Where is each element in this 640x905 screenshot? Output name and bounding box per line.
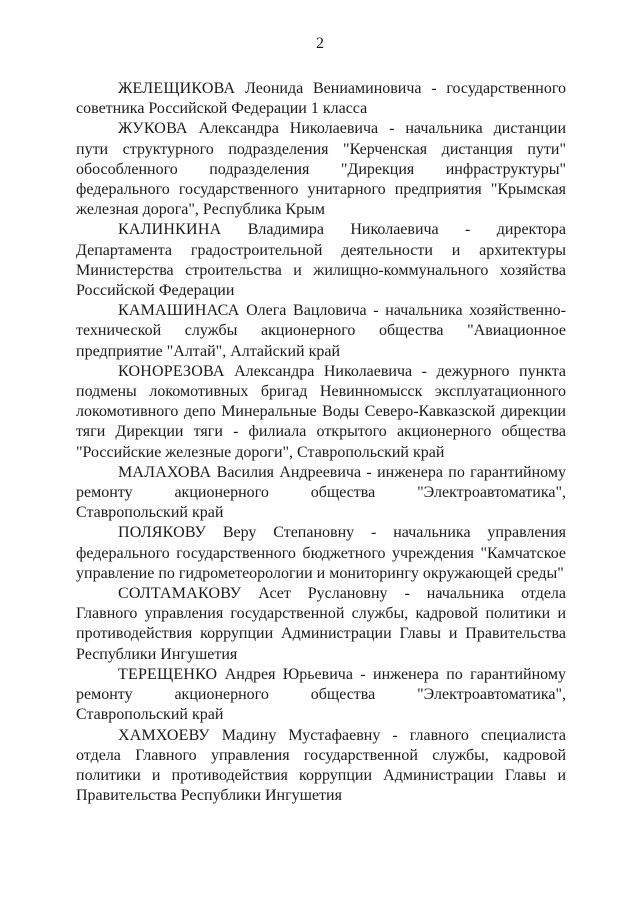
list-item bbox=[76, 79, 566, 119]
list-item bbox=[76, 301, 566, 362]
entry-surname: ЖУКОВА bbox=[118, 120, 188, 138]
entry-text: Владимира Николаевича - директора Департамента градостроительной деятельности и архитектуры Министерства строительства и жилищно-коммунального хозяйства Российской Федерации bbox=[76, 221, 566, 300]
page-number: 2 bbox=[316, 35, 324, 52]
entry-text: Асет Руслановну - начальника отдела Главного управления государственной службы, кадровой политики и противодействия коррупции Администрации Главы и Правительства Республики Ингушетия bbox=[76, 585, 566, 663]
entry-text: Олега Вацловича - начальника хозяйственно-технической службы акционерного общества "Авиационное предприятие "Алтай", Алтайский край bbox=[76, 302, 566, 360]
entry-text: Василия Андреевича - инженера по гарантийному ремонту акционерного общества "Электроавтоматика", Ставропольский край bbox=[76, 463, 566, 522]
award-list bbox=[76, 79, 566, 806]
entry-surname: КОНОРЕЗОВА bbox=[118, 362, 225, 380]
entry-text: Веру Степановну - начальника управления федерального государственного бюджетного учреждения "Камчатское управление по гидрометеорологии и мониторингу окружающей среды" bbox=[76, 524, 566, 582]
entry-surname: МАЛАХОВА bbox=[118, 463, 212, 481]
entry-surname: КАЛИНКИНА bbox=[118, 221, 222, 239]
entry-surname: ЖЕЛЕЩИКОВА bbox=[118, 80, 236, 97]
entry-text: Александра Николаевича - дежурного пункта подмены локомотивных бригад Невинномысск эксплуатационного локомотивного депо Минеральные Воды Северо-Кавказской дирекции тяги Дирекции тяги - филиала открытого акционерного общества "Российские железные дороги", Ставропольский край bbox=[76, 362, 566, 461]
entry-text: Александра Николаевича - начальника дистанции пути структурного подразделения "Керченская дистанция пути" обособленного подразделения "Дирекция инфраструктуры" федерального государственного унитарного предприятия "Крымская железная дорога", Республика Крым bbox=[76, 120, 566, 219]
entry-surname: ХАМХОЕВУ bbox=[118, 726, 210, 744]
entry-surname: КАМАШИНАСА bbox=[118, 302, 240, 320]
list-item bbox=[76, 726, 566, 807]
entry-surname: СОЛТАМАКОВУ bbox=[118, 585, 242, 603]
entry-text: Мадину Мустафаевну - главного специалиста отдела Главного управления государственной службы, кадровой политики и противодействия коррупции Администрации Главы и Правительства Республики Ингушетия bbox=[76, 726, 566, 805]
list-item bbox=[76, 220, 566, 301]
entry-text: Леонида Вениаминовича - государственного советника Российской Федерации 1 класса bbox=[76, 80, 566, 118]
list-item bbox=[76, 584, 566, 665]
entry-text: Андрея Юрьевича - инженера по гарантийному ремонту акционерного общества "Электроавтоматика", Ставропольский край bbox=[76, 665, 566, 724]
list-item bbox=[76, 665, 566, 726]
entry-surname: ТЕРЕЩЕНКО bbox=[118, 665, 218, 683]
list-item bbox=[76, 523, 566, 584]
list-item bbox=[76, 119, 566, 220]
list-item bbox=[76, 362, 566, 463]
entry-surname: ПОЛЯКОВУ bbox=[118, 524, 206, 542]
list-item bbox=[76, 463, 566, 524]
